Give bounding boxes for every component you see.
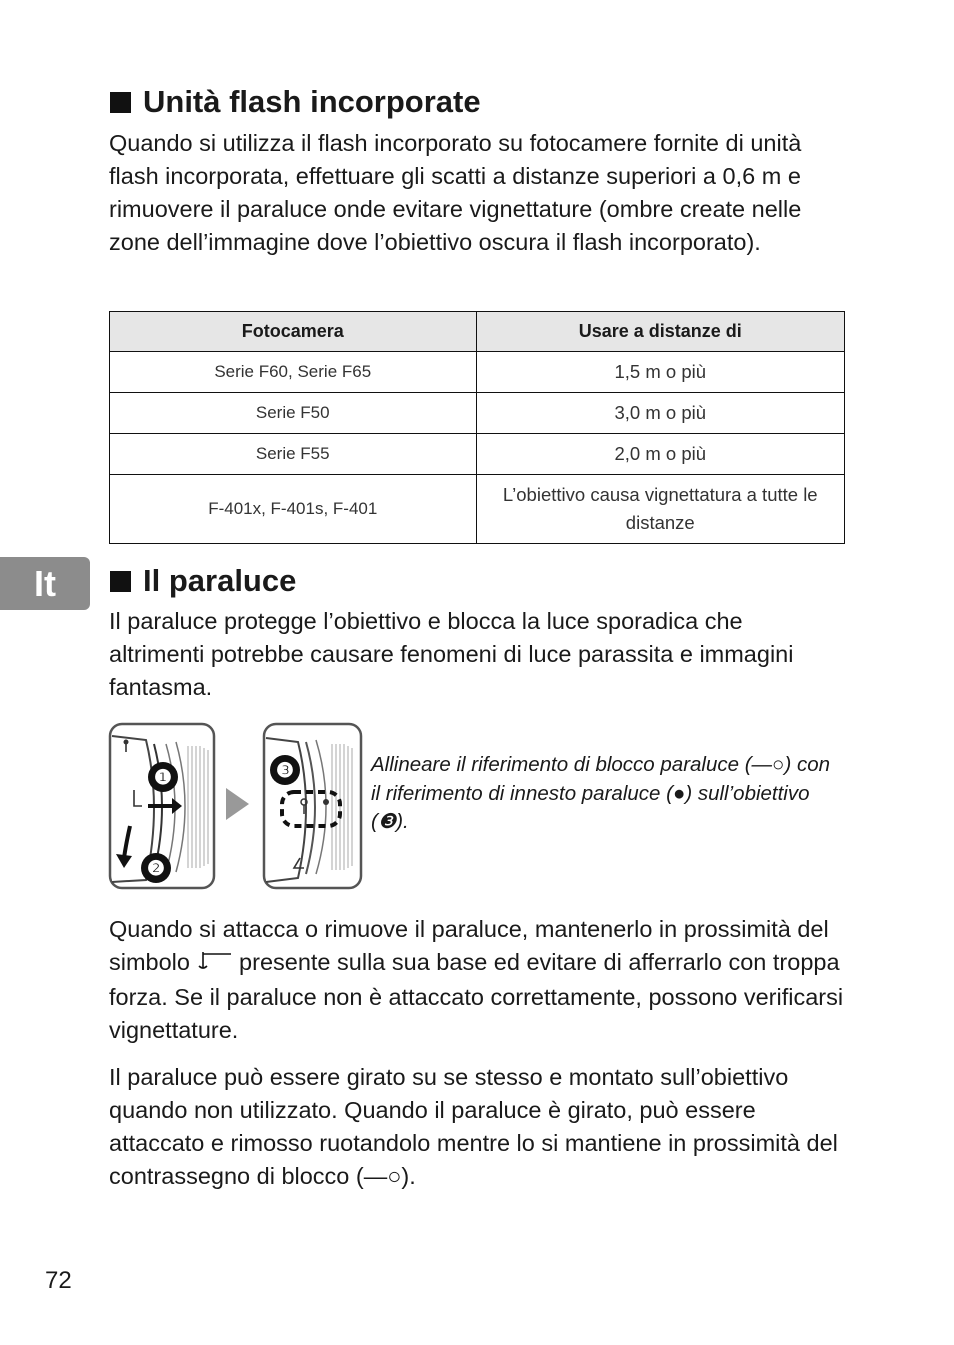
table-cell-camera: F-401x, F-401s, F-401	[110, 475, 477, 544]
table-cell-camera: Serie F60, Serie F65	[110, 352, 477, 393]
square-bullet-icon	[110, 571, 131, 592]
reverse-mount-instructions: Il paraluce può essere girato su se stesso e montato sull’obiettivo quando non utilizzato. Quando il paraluce è girato, può essere attaccato e rimosso ruotandolo mentre lo si mantiene in prossimità del contrassegno di blocco (—○).	[109, 1064, 838, 1189]
hood-grip-symbol-icon	[197, 948, 233, 981]
table-row	[110, 393, 845, 434]
section-body: Il paraluce protegge l’obiettivo e blocca la luce sporadica che altrimenti potrebbe causare fenomeni di luce parassita e immagini fantasma.	[109, 608, 794, 700]
section-body: Quando si utilizza il flash incorporato su fotocamere fornite di unità flash incorporata, effettuare gli scatti a distanze superiori a 0,6 m e rimuovere il paraluce onde evitare vignettature (ombre create nelle zone dell’immagine dove l’obiettivo oscura il flash incorporato).	[109, 130, 802, 255]
square-bullet-icon	[110, 92, 131, 113]
table-row	[110, 475, 845, 544]
language-tab: It	[0, 557, 90, 610]
table-cell-distance: 3,0 m o più	[476, 393, 845, 434]
play-arrow-icon	[226, 788, 249, 820]
section-heading-hood	[110, 563, 296, 599]
illustration-caption: Allineare il riferimento di blocco paraluce (—○) con il riferimento di innesto paraluce (●) sull’obiettivo (❸).	[371, 753, 831, 833]
table-cell-distance: 1,5 m o più	[476, 352, 845, 393]
lens-hood-illustration-2	[262, 722, 363, 890]
table-header-distance: Usare a distanze di	[476, 312, 845, 352]
table-row	[110, 352, 845, 393]
attach-instructions	[109, 913, 849, 1047]
section-heading-flash	[110, 84, 481, 120]
step-3-badge: ❸	[270, 755, 300, 785]
section-title: Il paraluce	[143, 563, 297, 598]
table-cell-camera: Serie F50	[110, 393, 477, 434]
distance-table	[109, 311, 845, 544]
section-title: Unità flash incorporate	[143, 84, 481, 119]
step-2-badge: ❷	[141, 853, 171, 883]
page-number: 72	[45, 1267, 72, 1294]
table-row	[110, 434, 845, 475]
table-header-row	[110, 312, 845, 352]
table-cell-camera: Serie F55	[110, 434, 477, 475]
table-cell-distance: L’obiettivo causa vignettatura a tutte le distanze	[476, 475, 845, 544]
table-cell-distance: 2,0 m o più	[476, 434, 845, 475]
table-header-camera: Fotocamera	[110, 312, 477, 352]
attach-text-end: presente sulla sua base ed evitare di afferrarlo con troppa forza. Se il paraluce non è attaccato correttamente, possono verificarsi vignettature.	[109, 949, 844, 1043]
step-1-badge: ❶	[148, 762, 178, 792]
attach-text-start: Quando si attacca o rimuove il paraluce, mantenerlo in prossimità del simbolo	[109, 916, 829, 975]
